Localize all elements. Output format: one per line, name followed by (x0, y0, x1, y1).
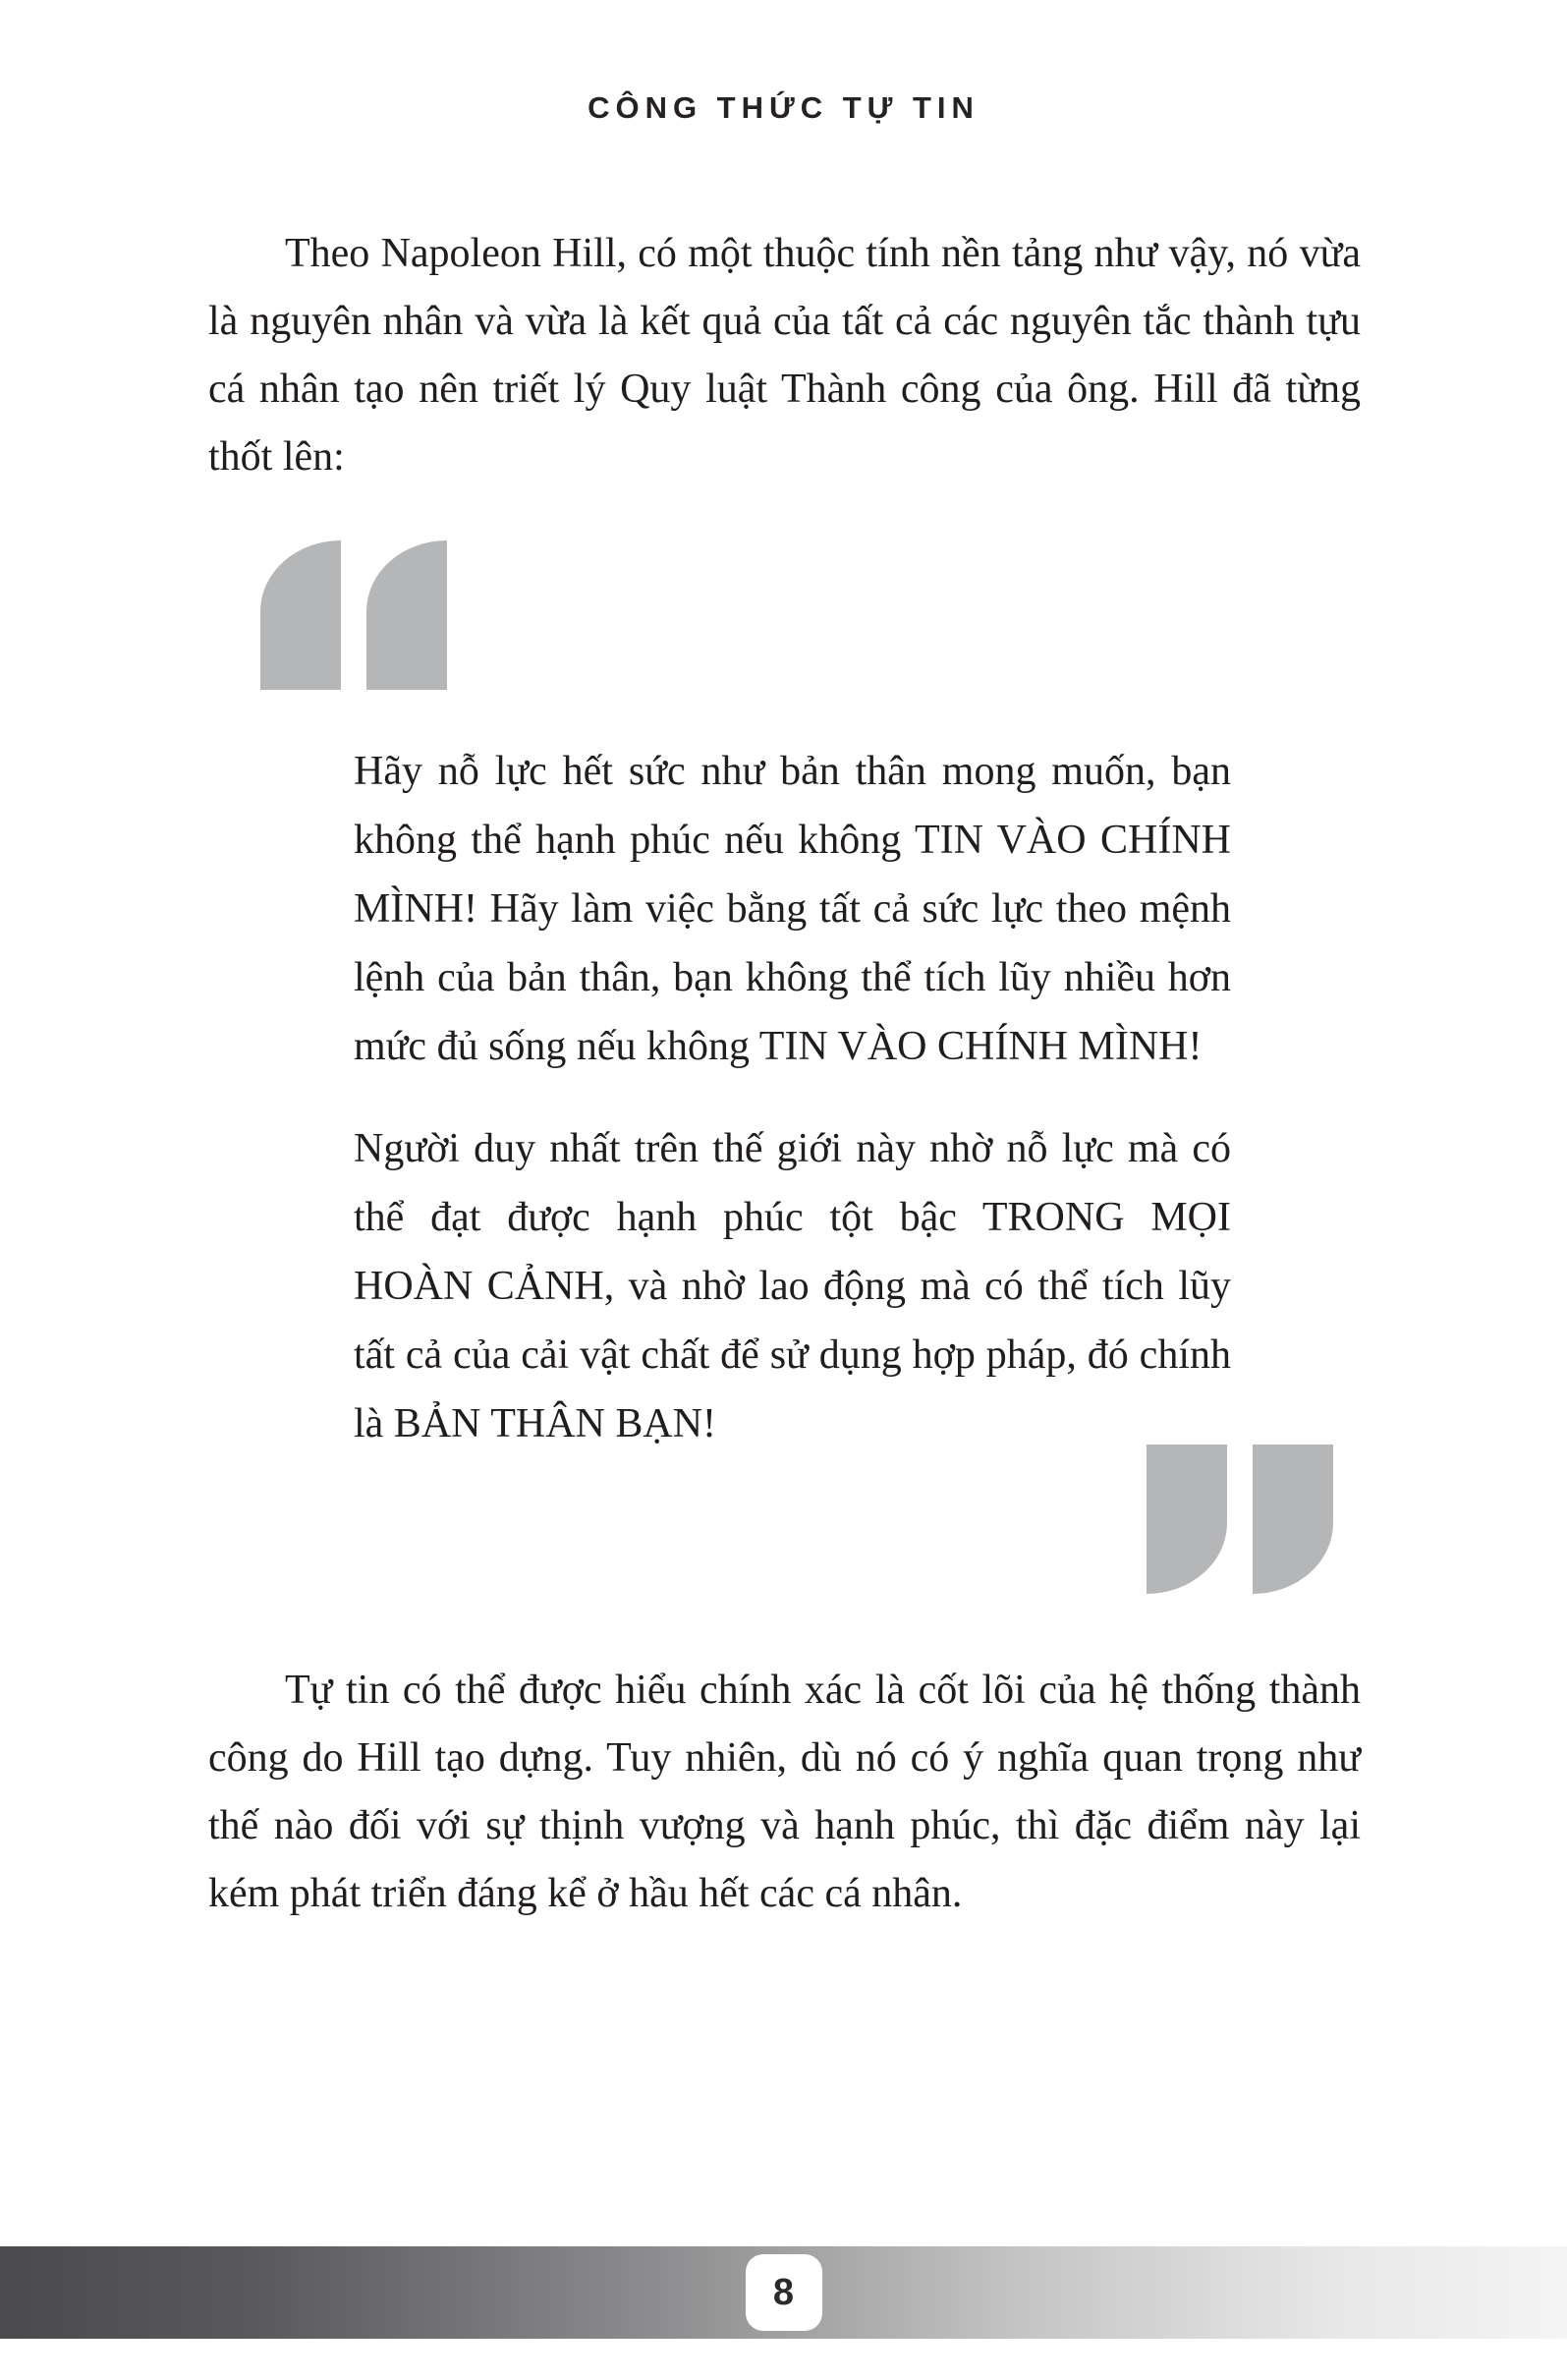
quote-paragraph: Hãy nỗ lực hết sức như bản thân mong muốn, bạn không thể hạnh phúc nếu không TIN VÀO CHÍNH MÌNH! Hãy làm việc bằng tất cả sức lực theo mệnh lệnh của bản thân, bạn không thể tích lũy nhiều hơn mức đủ sống nếu không TIN VÀO CHÍNH MÌNH! (354, 749, 1231, 1069)
footer-gradient-bar (0, 2246, 1567, 2339)
close-quote-icon (1147, 1445, 1333, 1594)
intro-paragraph: Theo Napoleon Hill, có một thuộc tính nền tảng như vậy, nó vừa là nguyên nhân và vừa là kết quả của tất cả các nguyên tắc thành tựu cá nhân tạo nên triết lý Quy luật Thành công của ông. Hill đã từng thốt lên: (208, 231, 1361, 480)
page-header-title: CÔNG THỨC TỰ TIN (588, 90, 979, 125)
page-number: 8 (772, 2271, 795, 2313)
page-number-badge (746, 2254, 822, 2331)
closing-paragraph: Tự tin có thể được hiểu chính xác là cốt lõi của hệ thống thành công do Hill tạo dựng. Tuy nhiên, dù nó có ý nghĩa quan trọng như thế nào đối với sự thịnh vượng và hạnh phúc, thì đặc điểm này lại kém phát triển đáng kể ở hầu hết các cá nhân. (208, 1668, 1361, 1916)
open-quote-icon (260, 540, 447, 690)
quote-block (354, 540, 1231, 1594)
page-content (208, 220, 1361, 1928)
quote-paragraph: Người duy nhất trên thế giới này nhờ nỗ lực mà có thể đạt được hạnh phúc tột bậc TRONG MỌI HOÀN CẢNH, và nhờ lao động mà có thể tích lũy tất cả của cải vật chất để sử dụng hợp pháp, đó chính là BẢN THÂN BẠN! (354, 1126, 1231, 1446)
